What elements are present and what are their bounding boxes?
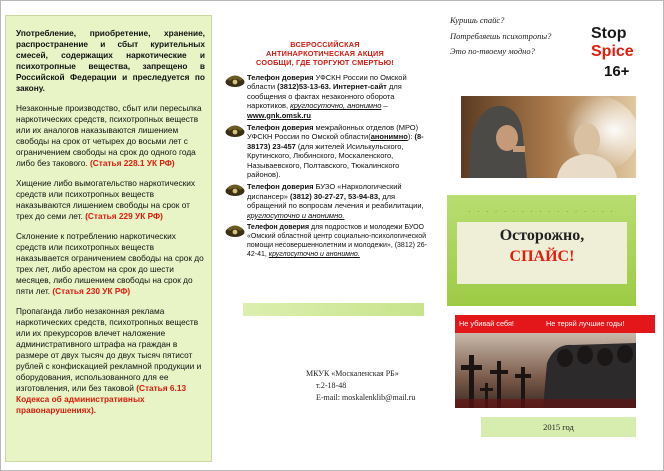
hotline-mode: круглосуточно и анонимно. [268, 251, 360, 259]
hotline-text: межрайонных отделов (МРО) УФСКН России по Омской области( [247, 123, 419, 142]
hotline-phone: (8-38173) 23-457 [247, 132, 424, 151]
dash: – [381, 101, 388, 111]
smoker-photo [461, 96, 636, 178]
library-email[interactable]: E-mail: moskalenklib@mail.ru [316, 393, 416, 402]
site-label: Интернет-сайт [330, 82, 387, 92]
warning-line-2: СПАЙС! [509, 248, 575, 265]
anonymous-note: анонимно [370, 132, 408, 142]
website-link[interactable]: www.gnk.omsk.ru [247, 110, 311, 120]
age-rating: 16+ [604, 63, 630, 80]
hotline-label: Телефон доверия [247, 123, 314, 133]
library-name: МКУК «Москаленская РБ» [306, 369, 399, 378]
slogan-left: Не убивай себя! [459, 319, 514, 328]
hotline-label: Телефон доверия [247, 182, 314, 192]
article-230-ref: (Статья 230 УК РФ) [52, 286, 131, 296]
hotline-text: для подростков и молодежи БУОО «Омский областной центр социально-психологической помощи несовершеннолетним и молодежи», (3812) 26-42-41, [247, 224, 428, 259]
article-230-paragraph [16, 231, 205, 297]
intro-paragraph: Употребление, приобретение, хранение, распространение и сбыт курительных смесей, содержащих наркотические и психотропные вещества, запрещено в Российской Федерации и преследуется по закону. [16, 28, 205, 93]
campaign-title [222, 40, 428, 67]
warning-line-1: Осторожно, [499, 227, 585, 244]
article-228-paragraph [16, 103, 205, 169]
year-box: 2015 год [481, 417, 636, 437]
article-229-ref: (Статья 229 УК РФ) [85, 211, 163, 221]
article-229-text: Хищение либо вымогательство наркотических средств или психотропных веществ наказываются лишением свободы на срок от трех до семи лет. [16, 178, 196, 221]
hotline-text: (для жителей Исилькульского, Крутинского, Любинского, Москаленского, Называевского, Полтавского, Тюкалинского районов). [247, 141, 404, 180]
legal-info-panel [5, 15, 212, 462]
phone-icon [225, 182, 245, 196]
article-613-paragraph [16, 306, 205, 416]
site-text: для сообщения о фактах незаконного оборота наркотиков, [247, 82, 402, 111]
question-2: Потребляешь психотропы? [450, 30, 552, 41]
slogan-strip [455, 315, 655, 333]
hotline-phone: (3812) 30-27-27, 53-94-83, [290, 191, 381, 201]
hotline-phone: (3812)53-13-63. [277, 82, 331, 92]
hotline-entry-youth [222, 223, 428, 259]
cemetery-photo [455, 333, 636, 408]
phone-icon [225, 73, 245, 87]
hotline-entry-mro [222, 123, 428, 179]
hotline-mode: круглосуточно и анонимно. [247, 210, 345, 220]
hotline-panel [222, 40, 428, 262]
question-1: Куришь спайс? [450, 15, 505, 25]
article-613-text: Пропаганда либо незаконная реклама наркотических средств, психотропных веществ или их прекурсоров влечет наложение административного штрафа на граждан в размере от двух тысяч до двух тысяч пятисот рублей с конфискацией рекламной продукции и оборудования, использованного для ее изготовления, или без таковой [16, 306, 202, 393]
hotline-entry-fskn [222, 73, 428, 120]
campaign-title-line1: ВСЕРОССИЙСКАЯ [290, 40, 360, 49]
decorative-green-bar [243, 303, 424, 316]
hotline-mode: круглосуточно, анонимно [290, 101, 382, 111]
article-613-ref: (Статья 6.13 Кодекса об административных правонарушениях). [16, 383, 187, 415]
hotline-label: Телефон доверия [247, 224, 310, 232]
article-229-paragraph [16, 178, 205, 222]
questions-block [450, 13, 590, 60]
stop-spice-logo [590, 22, 636, 60]
slogan-right: Не теряй лучшие годы! [546, 319, 625, 328]
hotline-text: БУЗО «Наркологический диспансер» [247, 182, 402, 201]
question-3: Это по-твоему модно? [450, 46, 535, 56]
phone-icon [225, 123, 245, 137]
decorative-dots: · · · · · · · · · · · · · · · · · [468, 207, 615, 216]
hotline-label: Телефон доверия [247, 73, 314, 82]
hotline-entry-narco [222, 182, 428, 220]
article-228-ref: (Статья 228.1 УК РФ) [90, 158, 175, 168]
campaign-title-line2: АНТИНАРКОТИЧЕСКАЯ АКЦИЯ [266, 49, 384, 58]
article-230-text: Склонение к потреблению наркотических средств или психотропных веществ наказывается ограничением свободы на срок до трех лет, либо арестом на срок до шести месяцев, либо лишением свободы на срок до пяти лет. [16, 231, 204, 296]
campaign-title-line3: СООБЩИ, ГДЕ ТОРГУЮТ СМЕРТЬЮ! [256, 58, 394, 67]
hotline-text: для обращений по вопросам лечения и реабилитации, [247, 191, 424, 211]
library-phone: т.2-18-48 [316, 381, 347, 390]
hotline-text: ): [407, 132, 415, 142]
warning-inner [457, 222, 627, 284]
logo-spice: Spice [591, 43, 634, 60]
article-228-text: Незаконные производство, сбыт или пересылка наркотических средств, психотропных веществ или их аналогов наказываются лишением свободы на срок от четырех до восьми лет с ограничением свободы на срок до одного года либо без такового. [16, 103, 202, 168]
warning-box [447, 195, 636, 306]
phone-icon [225, 223, 245, 237]
hotline-org: УФСКН России по Омской области [247, 73, 407, 92]
logo-stop: Stop [591, 25, 627, 42]
library-contacts [306, 368, 415, 404]
